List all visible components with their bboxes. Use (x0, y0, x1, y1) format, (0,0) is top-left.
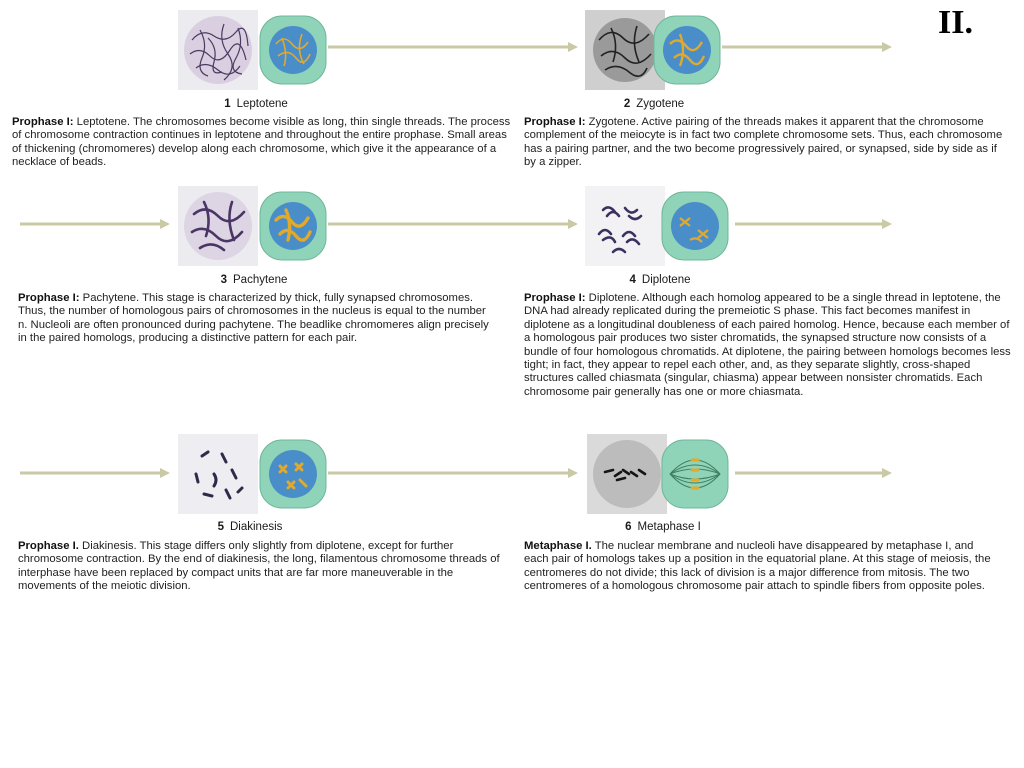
diplotene-cell-drawing (660, 190, 730, 262)
diplotene-micrograph (585, 186, 665, 266)
phase-label: Prophase I: (12, 116, 74, 128)
description-text: Pachytene. This stage is characterized by thick, fully synapsed chromosomes. Thus, the number of homologous pairs of chromosomes in the nucleus is equal to the number n. Nucleoli are often pronounced during pachytene. The beadlike chromomeres align precisely in the paired homologs, producing a distinctive pattern for each pair. (18, 292, 489, 345)
arrow-1-to-2 (328, 42, 578, 52)
arrow-3-to-4 (328, 219, 578, 229)
description-text: The nuclear membrane and nucleoli have disappeared by metaphase I, and each pair of homologs takes up a position in the equatorial plane. At this stage of meiosis, the centromeres do not divide; this lack of division is a major difference from mitosis. The two centromeres of a homologous chromosome pair attach to spindle fibers from opposite poles. (524, 540, 991, 593)
stage-number: 5 (217, 521, 224, 533)
stage-title-diakinesis (150, 521, 350, 533)
stage-title-metaphase (563, 521, 763, 533)
arrow-into-3 (20, 219, 170, 229)
stage-number: 2 (623, 98, 631, 110)
phase-label: Prophase I: (524, 292, 586, 304)
phase-label: Metaphase I. (524, 540, 592, 552)
arrow-into-5 (20, 468, 170, 478)
zygotene-description (524, 116, 1010, 170)
slide-number: II. (938, 4, 973, 41)
leptotene-micrograph (178, 10, 258, 90)
pachytene-micrograph (178, 186, 258, 266)
stage-name: Pachytene (233, 274, 288, 286)
metaphase-cell-drawing (660, 438, 730, 510)
arrow-6-next (735, 468, 892, 478)
diakinesis-cell-drawing (258, 438, 328, 510)
description-text: Zygotene. Active pairing of the threads makes it apparent that the chromosome complement of the meiocyte is in fact two complete chromosome sets. Thus, each chromosome has a pairing partner, and the two become progressively paired, or synapsed, side by side as if by a zipper. (524, 116, 1003, 169)
diakinesis-description (18, 540, 508, 594)
stage-title-diplotene (560, 274, 760, 286)
description-text: Leptotene. The chromosomes become visible as long, thin single threads. The process of chromosome contraction continues in leptotene and throughout the entire prophase. Small areas of thickening (chromomeres) develop along each chromosome, which give it the appearance of a necklace of beads. (12, 116, 511, 169)
stage-number: 1 (224, 98, 231, 110)
diakinesis-micrograph (178, 434, 258, 514)
stage-number: 4 (629, 274, 636, 286)
leptotene-cell-drawing (258, 14, 328, 86)
pachytene-description (18, 292, 498, 346)
metaphase-description (524, 540, 994, 594)
arrow-4-to-5 (735, 219, 892, 229)
stage-number: 6 (625, 521, 632, 533)
stage-name: Diakinesis (229, 521, 283, 533)
zygotene-cell-drawing (652, 14, 722, 86)
phase-label: Prophase I: (524, 116, 586, 128)
stage-number: 3 (220, 274, 228, 286)
stage-name: Diplotene (641, 274, 691, 286)
arrow-2-to-3 (722, 42, 892, 52)
stage-title-leptotene (156, 98, 356, 110)
stage-title-zygotene (554, 98, 754, 110)
arrow-5-to-6 (328, 468, 578, 478)
stage-name: Zygotene (636, 98, 685, 110)
leptotene-description (12, 116, 517, 170)
stage-title-pachytene (154, 274, 354, 286)
metaphase-micrograph (587, 434, 667, 514)
description-text: Diplotene. Although each homolog appeared to be a single thread in leptotene, the DNA had already replicated during the premeiotic S phase. This fact becomes manifest in diplotene as a longitudinal doubleness of each paired homolog. Hence, because each member of a homologous pair produces two sister chromatids, the synapsed structure now consists of a bundle of four homologous chromatids. At diplotene, the pairing between homologs becomes less tight; in fact, they appear to repel each other, and, as they separate slightly, cross-shaped structures called chiasmata (singular, chiasma) appear between nonsister chromatids. Each chromosome pair generally has one or more chiasmata. (524, 292, 1011, 398)
phase-label: Prophase I: (18, 292, 80, 304)
description-text: Diakinesis. This stage differs only slightly from diplotene, except for further chromosome contraction. By the end of diakinesis, the long, filamentous chromosome threads of interphase have been replaced by compact units that are far more maneuverable in the movements of the meiotic division. (18, 540, 500, 593)
phase-label: Prophase I. (18, 540, 79, 552)
stage-name: Metaphase I (637, 521, 701, 533)
stage-name: Leptotene (236, 98, 288, 110)
pachytene-cell-drawing (258, 190, 328, 262)
diplotene-description (524, 292, 1016, 399)
